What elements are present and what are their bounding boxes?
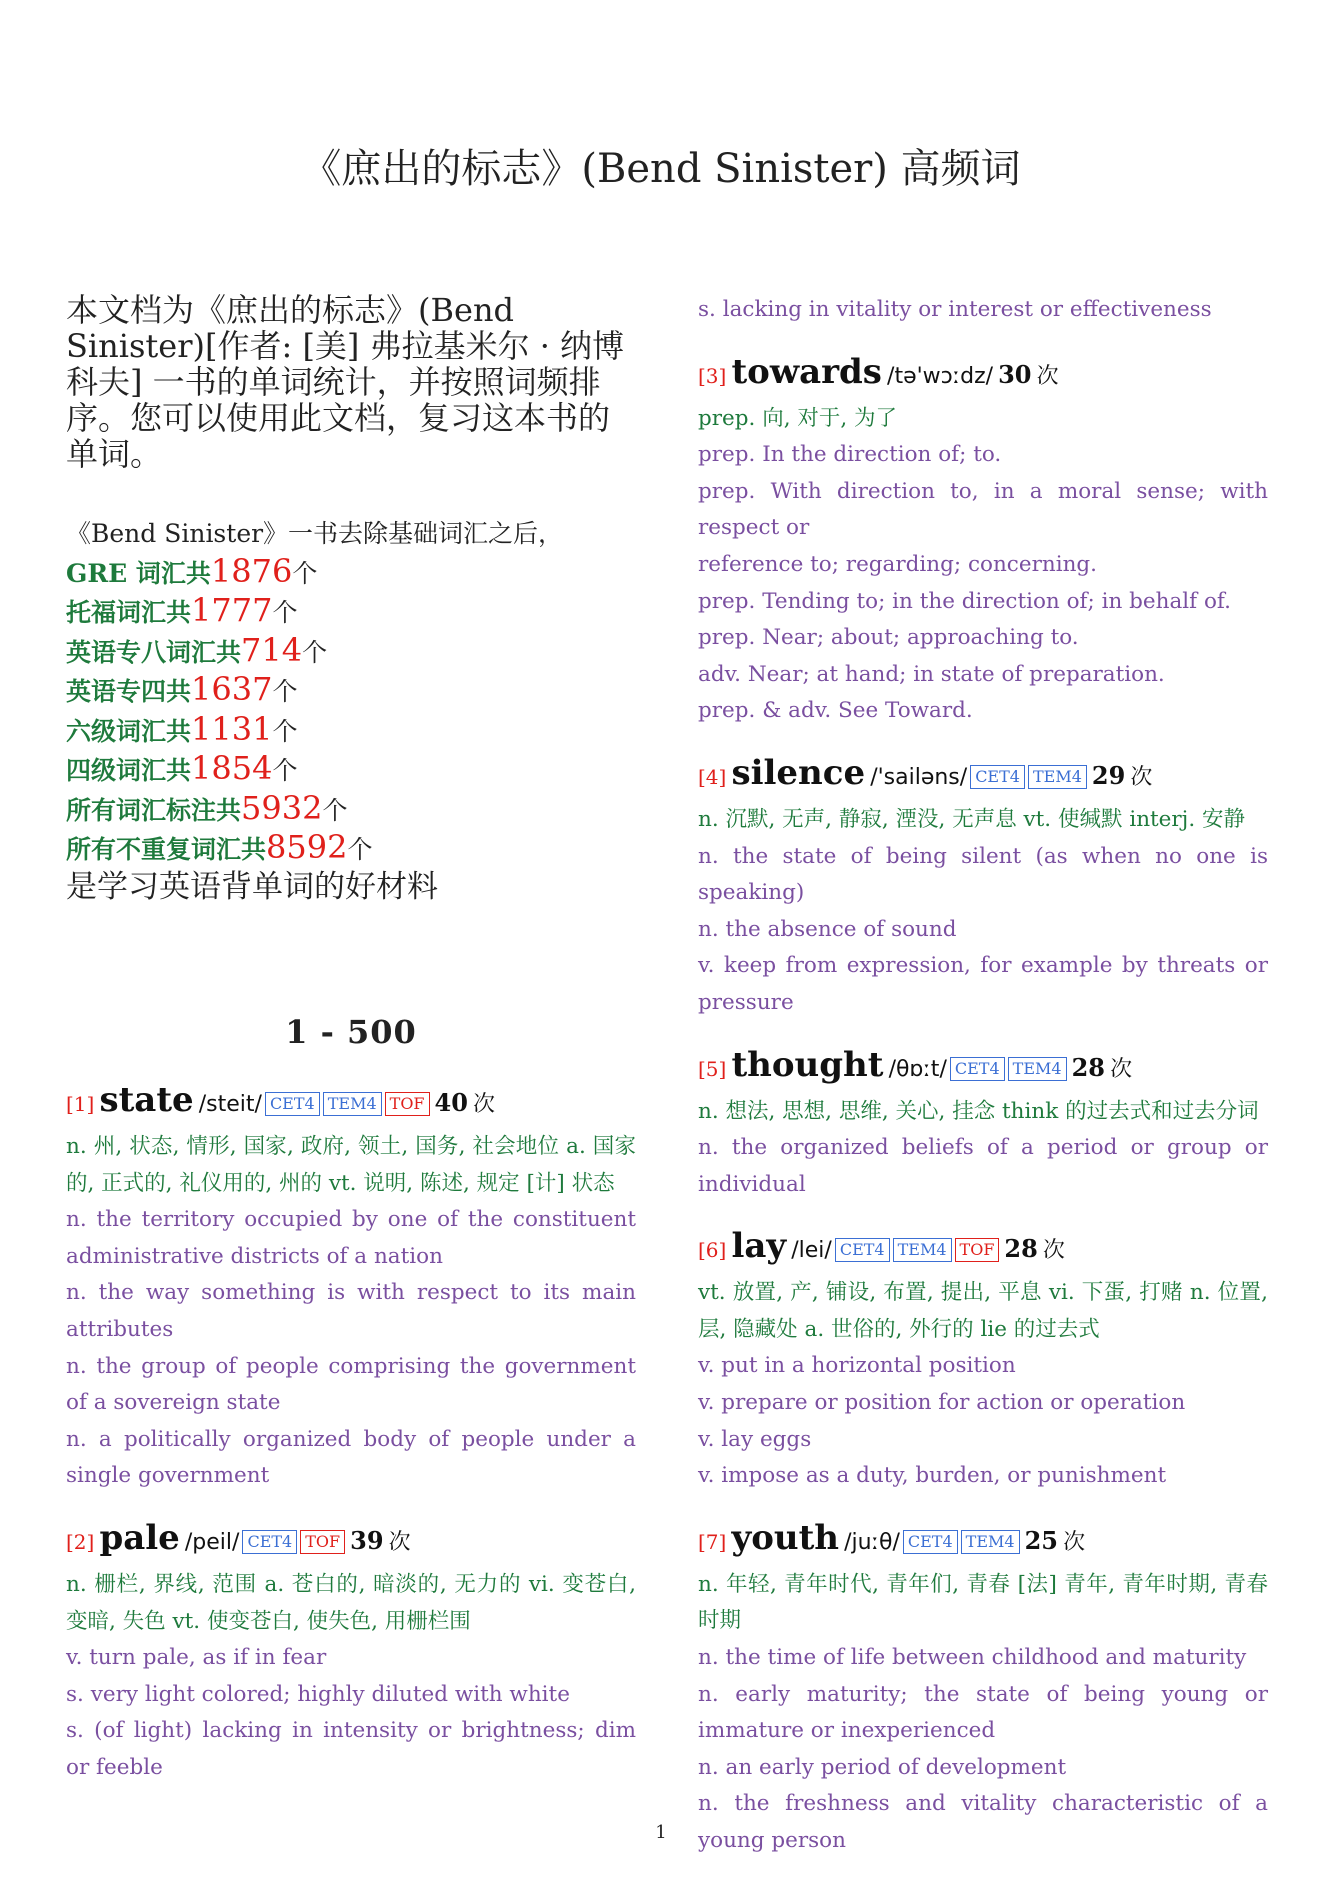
stat-unit: 个 xyxy=(302,637,328,667)
entry-definition-en: v. prepare or position for action or operation xyxy=(698,1390,1186,1416)
entry-tag: TEM4 xyxy=(1028,765,1087,789)
word-entry xyxy=(698,750,1268,1022)
entry-definition-en: n. the time of life between childhood and maturity xyxy=(698,1645,1247,1671)
stats-lines xyxy=(66,553,636,869)
stat-value: 1637 xyxy=(191,670,273,708)
word-entry xyxy=(698,1042,1268,1204)
entry-index: [4] xyxy=(698,764,727,789)
stat-label: 英语专四共 xyxy=(66,677,192,706)
entry-definition-en: n. the way something is with respect to its main attributes xyxy=(66,1280,636,1342)
entry-phonetic: /'sailəns/ xyxy=(870,764,968,790)
entry-definition-cn: n. 想法, 思想, 思维, 关心, 挂念 think 的过去式和过去分词 xyxy=(698,1098,1259,1124)
stat-value: 714 xyxy=(241,630,303,669)
entry-definition-en: n. early maturity; the state of being young or immature or inexperienced xyxy=(698,1681,1268,1744)
entry-definition-en: s. (of light) lacking in intensity or brightness; dim or feeble xyxy=(66,1718,636,1780)
entry-definition-en: n. the state of being silent (as when no one is speaking) xyxy=(698,843,1268,906)
entry-definition-en: v. impose as a duty, burden, or punishment xyxy=(698,1463,1167,1489)
entry-definition-en: reference to; regarding; concerning. xyxy=(698,551,1098,577)
entry-definition-cn: n. 栅栏, 界线, 范围 a. 苍白的, 暗淡的, 无力的 vi. 变苍白, 变暗, 失色 vt. 使变苍白, 使失色, 用栅栏围 xyxy=(66,1571,636,1634)
entry-index: [7] xyxy=(698,1529,727,1554)
entry-times: 次 xyxy=(1042,1238,1065,1264)
entry-definition-en: n. the absence of sound xyxy=(698,916,957,942)
word-entry xyxy=(698,1223,1268,1495)
entry-definition-cn: prep. 向, 对于, 为了 xyxy=(698,405,898,431)
entry-definition-en: n. an early period of development xyxy=(698,1754,1067,1780)
entry-definition-en: prep. & adv. See Toward. xyxy=(698,698,973,724)
entry-word: thought xyxy=(731,1044,884,1085)
entry-head xyxy=(698,349,1268,401)
stat-value: 1876 xyxy=(210,551,293,590)
entry-head xyxy=(698,1042,1268,1094)
stat-label: 四级词汇共 xyxy=(66,756,192,785)
stat-line xyxy=(66,790,636,830)
stat-value: 1777 xyxy=(191,591,273,629)
entry-head xyxy=(698,750,1268,802)
stat-value: 1131 xyxy=(191,709,273,748)
word-entry xyxy=(66,1077,636,1495)
document-title: 《庶出的标志》(Bend Sinister) 高频词 xyxy=(301,146,1021,192)
stat-unit: 个 xyxy=(322,795,348,825)
entry-word: pale xyxy=(99,1517,180,1558)
stats-intro-line: 《Bend Sinister》一书去除基础词汇之后， xyxy=(66,519,564,548)
entry-word: lay xyxy=(731,1226,787,1267)
stat-value: 5932 xyxy=(241,788,323,827)
entry-definition-en: n. the organized beliefs of a period or group or individual xyxy=(698,1135,1268,1197)
stat-unit: 个 xyxy=(272,677,298,706)
entry-times: 次 xyxy=(1110,1056,1133,1082)
entry-tag: CET4 xyxy=(950,1057,1005,1081)
entry-definition-en: v. put in a horizontal position xyxy=(698,1353,1016,1379)
entry-definition-cn: vt. 放置, 产, 铺设, 布置, 提出, 平息 vi. 下蛋, 打赌 n. 位置, 层, 隐藏处 a. 世俗的, 外行的 lie 的过去式 xyxy=(698,1280,1268,1342)
entry-tag: CET4 xyxy=(970,765,1025,789)
entry-definition-cn: n. 年轻, 青年时代, 青年们, 青春 [法] 青年, 青年时期, 青春时期 xyxy=(698,1571,1268,1634)
entry-count: 28 xyxy=(1071,1052,1105,1082)
entry-definition-en: n. the freshness and vitality characteristic of a young person xyxy=(698,1791,1268,1853)
entry-definition-en: n. the territory occupied by one of the constituent administrative districts of a nation xyxy=(66,1207,636,1269)
stat-label: GRE 词汇共 xyxy=(66,558,211,588)
entry-definition-en: v. turn pale, as if in fear xyxy=(66,1645,327,1671)
stat-label: 英语专八词汇共 xyxy=(66,637,242,667)
entry-phonetic: /lei/ xyxy=(791,1238,832,1264)
stat-value: 1854 xyxy=(191,749,273,787)
entry-phonetic: /tə'wɔːdz/ xyxy=(887,363,994,389)
stat-line xyxy=(66,671,636,711)
stat-label: 所有词汇标注共 xyxy=(66,795,242,825)
entry-times: 次 xyxy=(1130,764,1153,790)
entry-definition-en: adv. Near; at hand; in state of preparation. xyxy=(698,661,1165,687)
entry-tag: CET4 xyxy=(265,1092,320,1116)
stat-label: 所有不重复词汇共 xyxy=(66,835,267,864)
entry-tag: CET4 xyxy=(903,1530,958,1554)
page-number: 1 xyxy=(655,1822,667,1843)
stat-line xyxy=(66,829,636,869)
stat-line xyxy=(66,553,636,593)
entry-index: [2] xyxy=(66,1529,95,1554)
stat-line xyxy=(66,711,636,751)
entry-word: towards xyxy=(731,351,882,392)
entry-times: 次 xyxy=(388,1529,411,1555)
entry-definition-en: s. very light colored; highly diluted with white xyxy=(66,1681,570,1707)
entry-index: [6] xyxy=(698,1238,727,1263)
stat-unit: 个 xyxy=(292,558,318,588)
stat-line xyxy=(66,592,636,632)
entry-times: 次 xyxy=(1036,363,1059,389)
entry-definition-en: prep. With direction to, in a moral sense; with respect or xyxy=(698,478,1268,541)
entry-head xyxy=(698,1223,1268,1275)
entry-phonetic: /peil/ xyxy=(184,1529,240,1555)
word-entry xyxy=(698,1515,1268,1860)
stat-unit: 个 xyxy=(272,756,298,785)
entry-head xyxy=(698,1515,1268,1567)
right-entries xyxy=(698,349,1268,1860)
entry-definition-en: prep. Near; about; approaching to. xyxy=(698,625,1079,651)
entry-tag: CET4 xyxy=(242,1530,297,1554)
stat-label: 六级词汇共 xyxy=(66,716,192,746)
entry-index: [5] xyxy=(698,1056,727,1081)
stats-block xyxy=(66,516,636,905)
entry-tag: TOF xyxy=(955,1238,1000,1262)
entry-phonetic: /juːθ/ xyxy=(844,1529,900,1555)
entry-count: 25 xyxy=(1024,1525,1058,1555)
entry-count: 30 xyxy=(998,359,1032,389)
entry-head xyxy=(66,1515,636,1567)
entry-definition-cn: n. 州, 状态, 情形, 国家, 政府, 领土, 国务, 社会地位 a. 国家的, 正式的, 礼仪用的, 州的 vt. 说明, 陈述, 规定 [计] 状态 xyxy=(66,1134,636,1196)
stat-line xyxy=(66,632,636,672)
entry-word: state xyxy=(99,1080,194,1120)
left-entries xyxy=(66,1077,636,1787)
stat-value: 8592 xyxy=(266,828,348,866)
entry-phonetic: /θɒːt/ xyxy=(888,1056,947,1082)
entry-count: 39 xyxy=(350,1525,384,1555)
entry-definition-en: n. the group of people comprising the government of a sovereign state xyxy=(66,1353,636,1416)
entry-times: 次 xyxy=(1063,1529,1086,1555)
entry-index: [1] xyxy=(66,1092,95,1116)
entry-count: 28 xyxy=(1004,1234,1038,1264)
stat-line xyxy=(66,750,636,790)
section-title: 1 - 500 xyxy=(285,1013,417,1051)
entry-definition-en: v. keep from expression, for example by threats or pressure xyxy=(698,953,1268,1015)
entry-definition-en: prep. Tending to; in the direction of; in behalf of. xyxy=(698,588,1231,614)
left-column xyxy=(66,292,636,1807)
entry-word: youth xyxy=(731,1517,840,1558)
stat-unit: 个 xyxy=(347,835,373,864)
entry-tag: TOF xyxy=(300,1530,345,1554)
continued-definition: s. lacking in vitality or interest or effectiveness xyxy=(698,297,1212,322)
entry-definition-en: v. lay eggs xyxy=(698,1426,812,1452)
entry-definition-cn: n. 沉默, 无声, 静寂, 湮没, 无声息 vt. 使缄默 interj. 安静 xyxy=(698,806,1246,832)
word-entry xyxy=(66,1515,636,1787)
stats-footer: 是学习英语背单词的好材料 xyxy=(66,868,438,905)
entry-tag: TEM4 xyxy=(893,1238,952,1262)
stat-label: 托福词汇共 xyxy=(66,598,192,627)
entry-tag: CET4 xyxy=(835,1238,890,1262)
entry-phonetic: /steit/ xyxy=(198,1092,262,1117)
entry-index: [3] xyxy=(698,363,727,388)
entry-tag: TEM4 xyxy=(323,1092,382,1116)
entry-times: 次 xyxy=(473,1092,496,1117)
entry-definition-en: n. a politically organized body of people under a single government xyxy=(66,1426,636,1489)
intro-paragraph: 本文档为《庶出的标志》(Bend Sinister)[作者: [美] 弗拉基米尔 · 纳博科夫] 一书的单词统计，并按照词频排序。您可以使用此文档，复习这本书的单词。 xyxy=(66,291,625,473)
entry-tag: TOF xyxy=(385,1092,430,1116)
entry-head xyxy=(66,1077,636,1129)
entry-tag: TEM4 xyxy=(961,1530,1020,1554)
stat-unit: 个 xyxy=(272,598,298,627)
right-column xyxy=(698,292,1268,1880)
entry-word: silence xyxy=(731,752,866,793)
entry-count: 29 xyxy=(1091,760,1126,790)
word-entry xyxy=(698,349,1268,730)
entry-count: 40 xyxy=(434,1088,468,1117)
entry-tag: TEM4 xyxy=(1008,1057,1067,1081)
entry-definition-en: prep. In the direction of; to. xyxy=(698,442,1002,468)
stat-unit: 个 xyxy=(272,716,298,746)
